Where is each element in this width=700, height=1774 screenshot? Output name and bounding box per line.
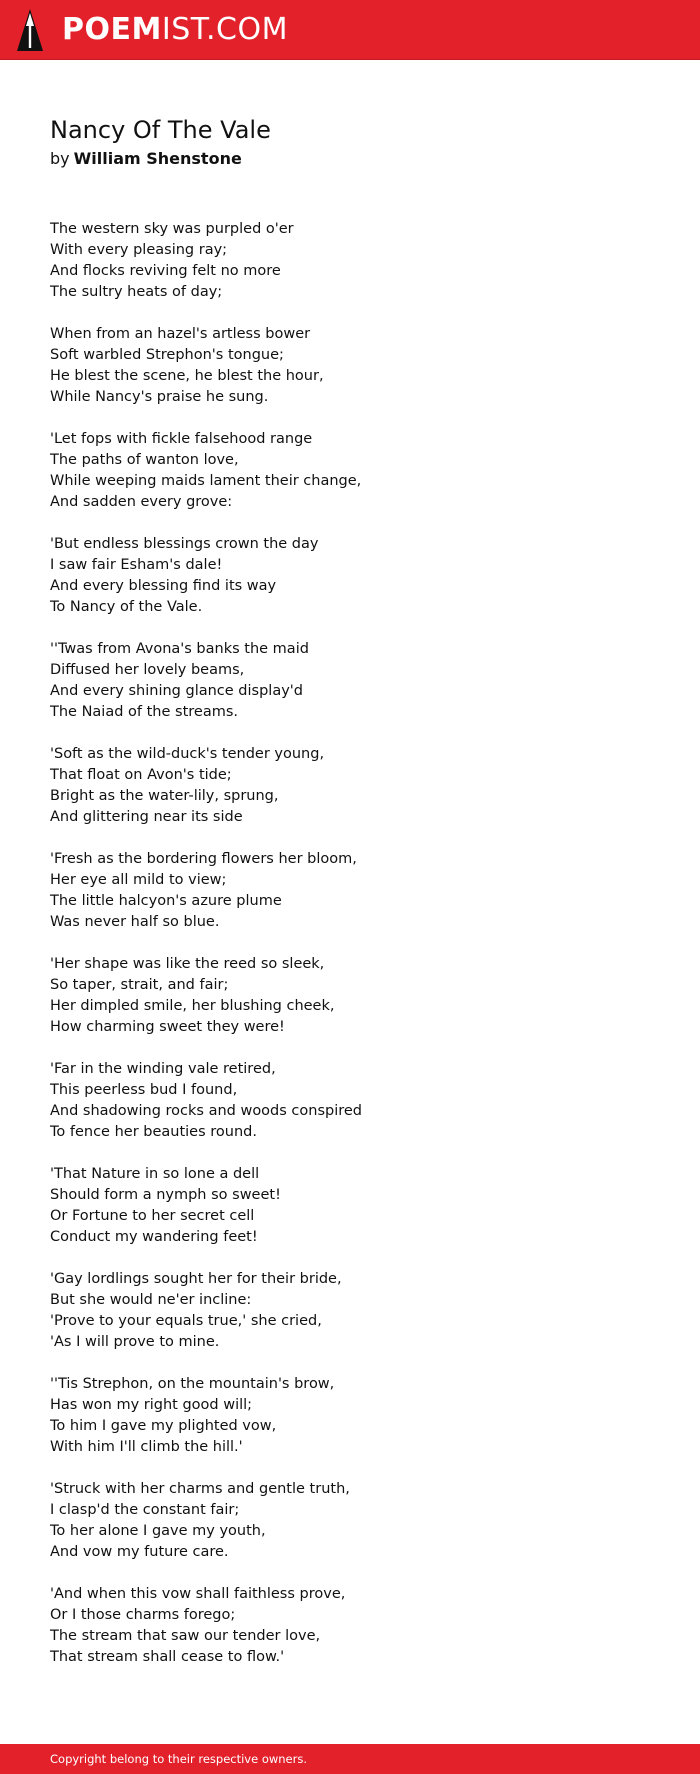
- poem-line: I clasp'd the constant fair;: [50, 1502, 240, 1518]
- poem-line: So taper, strait, and fair;: [50, 977, 229, 993]
- stanza: [50, 1584, 650, 1668]
- stanza: [50, 429, 650, 513]
- poem-line: 'Fresh as the bordering flowers her bloom,: [50, 851, 357, 867]
- poem-line: Should form a nymph so sweet!: [50, 1187, 281, 1203]
- poem-line: And shadowing rocks and woods conspired: [50, 1103, 363, 1119]
- poem-line: 'Her shape was like the reed so sleek,: [50, 956, 325, 972]
- poem-line: The little halcyon's azure plume: [50, 893, 282, 909]
- poem-line: I saw fair Esham's dale!: [50, 557, 223, 573]
- poem-line: Or Fortune to her secret cell: [50, 1208, 255, 1224]
- poem-line: 'That Nature in so lone a dell: [50, 1166, 260, 1182]
- logo-light-text: IST.COM: [161, 12, 288, 47]
- poem-line: Her dimpled smile, her blushing cheek,: [50, 998, 335, 1014]
- poem-line: To Nancy of the Vale.: [50, 599, 203, 615]
- poem-line: While Nancy's praise he sung.: [50, 389, 269, 405]
- stanza: [50, 534, 650, 618]
- poem-line: Diffused her lovely beams,: [50, 662, 245, 678]
- poem-line: And vow my future care.: [50, 1544, 229, 1560]
- poem-line: And glittering near its side: [50, 809, 243, 825]
- poem-body: [50, 219, 650, 1689]
- poem-line: The paths of wanton love,: [50, 452, 239, 468]
- logo-bold-text: POEM: [62, 12, 162, 47]
- poem-line: 'But endless blessings crown the day: [50, 536, 319, 552]
- poem-line: 'Soft as the wild-duck's tender young,: [50, 746, 325, 762]
- pen-nib-logo-icon[interactable]: [17, 9, 43, 51]
- poem-line: 'As I will prove to mine.: [50, 1334, 220, 1350]
- poem-line: And sadden every grove:: [50, 494, 233, 510]
- poem-line: Soft warbled Strephon's tongue;: [50, 347, 284, 363]
- stanza: [50, 639, 650, 723]
- poem-line: The Naiad of the streams.: [50, 704, 239, 720]
- copyright-notice: Copyright belong to their respective owners.: [50, 1752, 308, 1766]
- stanza: [50, 1374, 650, 1458]
- stanza: [50, 219, 650, 303]
- poem-line: That float on Avon's tide;: [50, 767, 232, 783]
- poem-line: 'Struck with her charms and gentle truth,: [50, 1481, 350, 1497]
- poem-line: And flocks reviving felt no more: [50, 263, 281, 279]
- poem-line: ''Twas from Avona's banks the maid: [50, 641, 309, 657]
- poem-line: To fence her beauties round.: [50, 1124, 257, 1140]
- stanza: [50, 1479, 650, 1563]
- poem-line: How charming sweet they were!: [50, 1019, 285, 1035]
- poem-line: Her eye all mild to view;: [50, 872, 227, 888]
- site-footer: [0, 1744, 700, 1774]
- poem-line: He blest the scene, he blest the hour,: [50, 368, 324, 384]
- poem-line: While weeping maids lament their change,: [50, 473, 362, 489]
- poem-line: But she would ne'er incline:: [50, 1292, 252, 1308]
- poem-line: 'Let fops with fickle falsehood range: [50, 431, 313, 447]
- poem-line: With every pleasing ray;: [50, 242, 228, 258]
- poem-line: With him I'll climb the hill.': [50, 1439, 243, 1455]
- poem-line: 'Gay lordlings sought her for their bride,: [50, 1271, 342, 1287]
- poem-line: 'Far in the winding vale retired,: [50, 1061, 276, 1077]
- poem-line: When from an hazel's artless bower: [50, 326, 311, 342]
- site-header: [0, 0, 700, 60]
- stanza: [50, 744, 650, 828]
- by-label: by: [50, 149, 70, 168]
- byline: [50, 147, 242, 171]
- poem-line: And every shining glance display'd: [50, 683, 303, 699]
- poem-line: To her alone I gave my youth,: [50, 1523, 266, 1539]
- poem-line: Or I those charms forego;: [50, 1607, 236, 1623]
- site-logo[interactable]: [62, 12, 288, 48]
- stanza: [50, 1164, 650, 1248]
- stanza: [50, 1059, 650, 1143]
- poem-line: Was never half so blue.: [50, 914, 220, 930]
- poem-line: Conduct my wandering feet!: [50, 1229, 258, 1245]
- author-name: William Shenstone: [73, 149, 242, 168]
- poem-line: That stream shall cease to flow.': [50, 1649, 285, 1665]
- poem-line: Has won my right good will;: [50, 1397, 253, 1413]
- poem-line: To him I gave my plighted vow,: [50, 1418, 277, 1434]
- poem-line: ''Tis Strephon, on the mountain's brow,: [50, 1376, 335, 1392]
- poem-line: The sultry heats of day;: [50, 284, 223, 300]
- poem-line: Bright as the water-lily, sprung,: [50, 788, 279, 804]
- poem-line: And every blessing find its way: [50, 578, 277, 594]
- poem-line: 'Prove to your equals true,' she cried,: [50, 1313, 322, 1329]
- poem-title: Nancy Of The Vale: [50, 116, 271, 144]
- stanza: [50, 1269, 650, 1353]
- stanza: [50, 849, 650, 933]
- poem-line: This peerless bud I found,: [50, 1082, 238, 1098]
- poem-line: The western sky was purpled o'er: [50, 221, 294, 237]
- stanza: [50, 954, 650, 1038]
- poem-line: The stream that saw our tender love,: [50, 1628, 321, 1644]
- stanza: [50, 324, 650, 408]
- poem-line: 'And when this vow shall faithless prove,: [50, 1586, 346, 1602]
